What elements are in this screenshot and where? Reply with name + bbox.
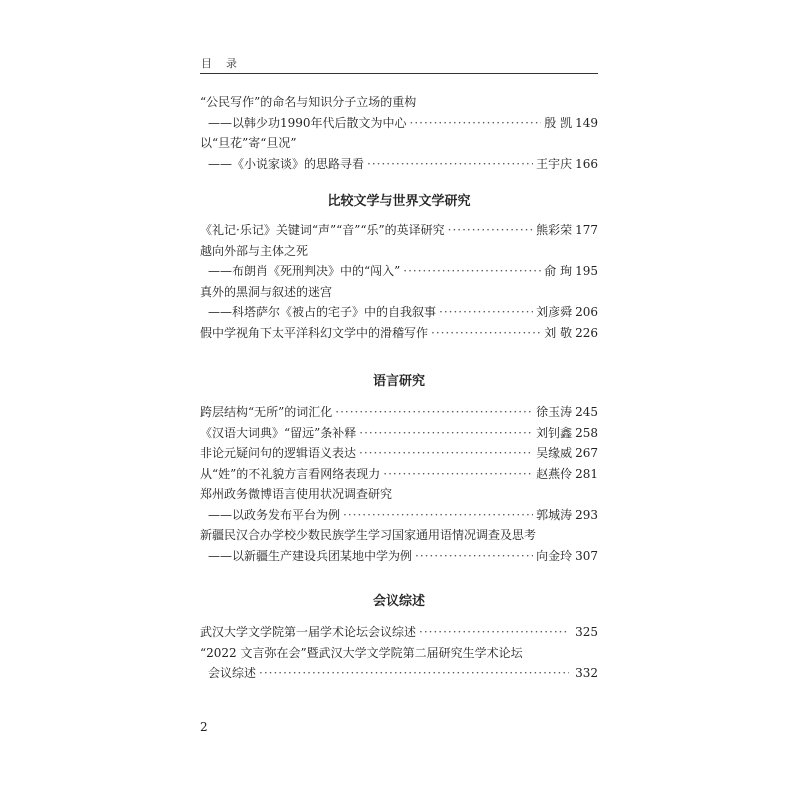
entry-title: 以“旦花”寄“旦况”	[200, 136, 297, 150]
header-rule	[200, 73, 598, 74]
entry-title: “2022 文言弥在会”暨武汉大学文学院第二届研究生学术论坛	[200, 645, 523, 660]
entry-page: 226	[575, 325, 598, 340]
entry-author: 向金玲	[536, 548, 573, 563]
entry-page: 195	[575, 264, 598, 278]
toc-group	[200, 92, 598, 174]
toc-entry[interactable]	[200, 423, 598, 444]
leader-dots	[343, 505, 533, 526]
page-number: 2	[200, 720, 208, 734]
entry-title: 越向外部与主体之死	[200, 243, 309, 258]
entry-title: 假中学视角下太平洋科幻文学中的滑稽写作	[200, 325, 429, 340]
entry-subtitle: 会议综述	[208, 666, 257, 680]
entry-page: 293	[575, 507, 598, 522]
entry-subtitle: ——科塔萨尔《被占的宅子》中的自我叙事	[208, 305, 437, 319]
entry-author: 殷 凯	[544, 115, 573, 130]
toc-entry[interactable]	[200, 525, 598, 546]
entry-page: 332	[575, 666, 598, 680]
entry-subtitle: ——以新疆生产建设兵团某地中学为例	[208, 548, 413, 563]
leader-dots	[359, 443, 533, 464]
leader-dots	[383, 464, 533, 485]
leader-dots	[367, 154, 533, 175]
toc-entry[interactable]	[200, 402, 598, 423]
toc-entry[interactable]	[200, 464, 598, 485]
entry-page: 245	[575, 405, 598, 419]
entry-author: 刘钊鑫	[536, 425, 573, 440]
entry-author: 王宇庆	[536, 156, 573, 171]
leader-dots	[439, 302, 533, 323]
toc-entry[interactable]	[200, 282, 598, 303]
running-header: 目录	[201, 57, 251, 70]
entry-author: 刘 敬	[544, 325, 573, 340]
leader-dots	[259, 663, 569, 684]
entry-author: 刘彦舜	[536, 305, 573, 319]
entry-subtitle: ——布朗肖《死刑判决》中的“闯入”	[208, 264, 401, 278]
entry-subtitle: ——以韩少功1990年代后散文为中心	[208, 115, 407, 130]
entry-title: 跨层结构“无所”的词汇化	[200, 405, 333, 419]
entry-page: 325	[575, 625, 598, 639]
entry-author: 徐玉涛	[536, 405, 573, 419]
toc-entry[interactable]	[200, 302, 598, 323]
entry-author: 郭城涛	[536, 507, 573, 522]
toc-entry[interactable]	[200, 220, 598, 241]
entry-page: 177	[575, 223, 598, 237]
entry-title: 非论元疑问句的逻辑语义表达	[200, 446, 357, 460]
entry-page: 206	[575, 305, 598, 319]
entry-subtitle: ——《小说家谈》的思路寻看	[208, 156, 365, 171]
leader-dots	[419, 622, 569, 643]
toc-entry[interactable]	[200, 663, 598, 684]
entry-title: 郑州政务微博语言使用状况调查研究	[200, 487, 393, 501]
entry-author: 吴缘威	[536, 446, 573, 460]
leader-dots	[431, 323, 541, 344]
toc-entry[interactable]	[200, 643, 598, 664]
toc-group	[200, 402, 598, 566]
entry-title: 新疆民汉合办学校少数民族学生学习国家通用语情况调查及思考	[200, 528, 537, 542]
leader-dots	[335, 402, 533, 423]
entry-author: 熊彩荣	[536, 223, 573, 237]
toc-entry[interactable]	[200, 261, 598, 282]
leader-dots	[415, 546, 533, 567]
leader-dots	[448, 220, 533, 241]
entry-title: 真外的黑洞与叙述的迷宫	[200, 284, 333, 299]
leader-dots	[359, 423, 533, 444]
entry-page: 166	[575, 156, 598, 171]
entry-page: 149	[575, 115, 598, 130]
entry-title: 《礼记·乐记》关键词“声”“音”“乐”的英译研究	[200, 223, 445, 237]
entry-page: 267	[575, 446, 598, 460]
entry-subtitle: ——以政务发布平台为例	[208, 507, 341, 522]
entry-page: 258	[575, 425, 598, 440]
toc-entry[interactable]	[200, 133, 598, 154]
toc-entry[interactable]	[200, 546, 598, 567]
toc-entry[interactable]	[200, 505, 598, 526]
toc-entry[interactable]	[200, 113, 598, 134]
entry-page: 281	[575, 466, 598, 481]
entry-page: 307	[575, 548, 598, 563]
entry-title: 武汉大学文学院第一届学术论坛会议综述	[200, 625, 417, 639]
entry-title: “公民写作”的命名与知识分子立场的重构	[200, 95, 417, 109]
section-heading: 会议综述	[372, 594, 425, 609]
entry-title: 从“姓”的不礼貌方言看网络表现力	[200, 466, 381, 481]
toc-group	[200, 220, 598, 343]
toc-entry[interactable]	[200, 92, 598, 113]
toc-entry[interactable]	[200, 154, 598, 175]
toc-entry[interactable]	[200, 241, 598, 262]
toc-entry[interactable]	[200, 443, 598, 464]
toc-entry[interactable]	[200, 484, 598, 505]
entry-author: 俞 珣	[544, 264, 573, 278]
leader-dots	[410, 113, 542, 134]
leader-dots	[403, 261, 541, 282]
entry-title: 《汉语大词典》“留远”条补释	[200, 425, 357, 440]
toc-entry[interactable]	[200, 622, 598, 643]
section-heading: 比较文学与世界文学研究	[327, 194, 471, 209]
entry-author: 赵燕伶	[536, 466, 573, 481]
toc-group	[200, 622, 598, 684]
toc-entry[interactable]	[200, 323, 598, 344]
section-heading: 语言研究	[372, 374, 425, 389]
